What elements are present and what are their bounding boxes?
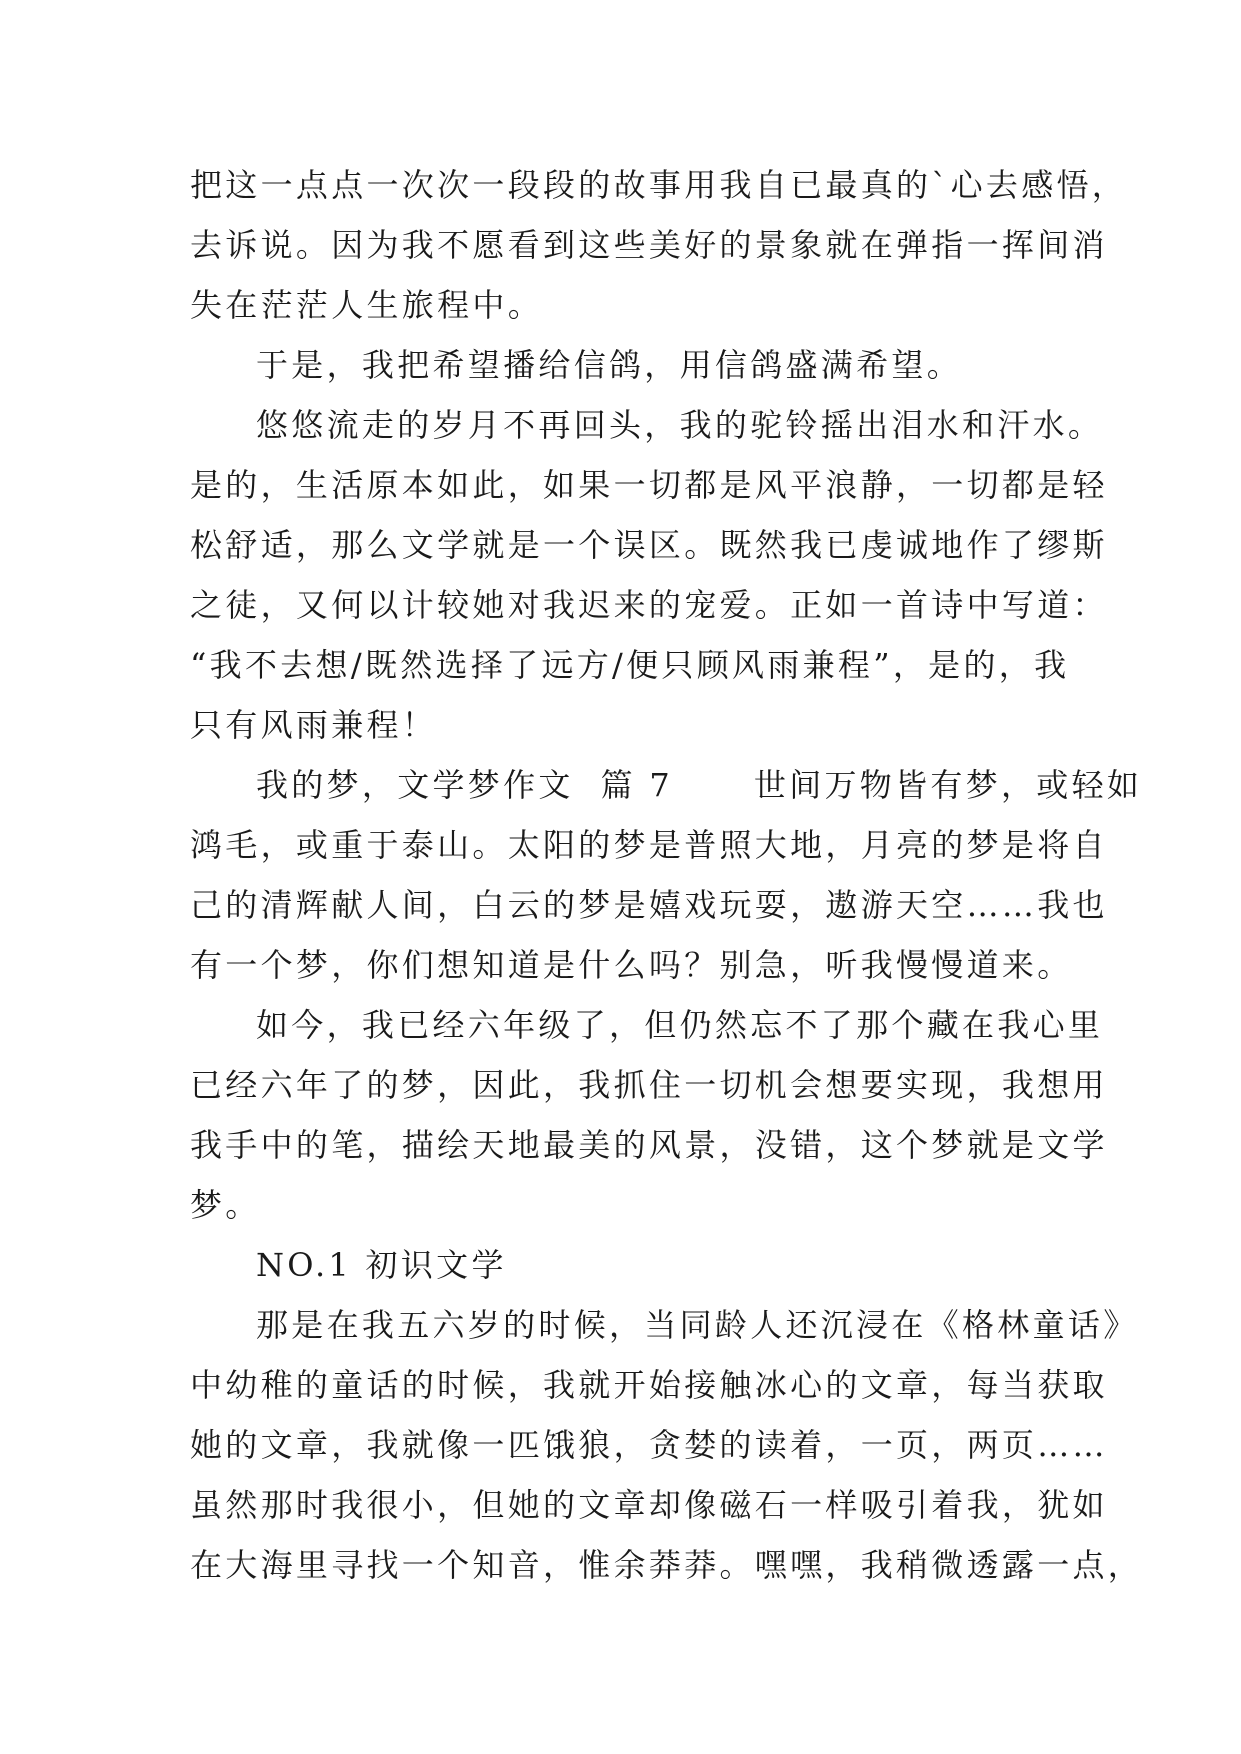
text-line: 已经六年了的梦，因此，我抓住一切机会想要实现，我想用 (190, 1066, 1108, 1104)
text-line: 她的文章，我就像一匹饿狼，贪婪的读着，一页，两页…… (190, 1426, 1108, 1464)
text-line: 是的，生活原本如此，如果一切都是风平浪静，一切都是轻 (190, 466, 1108, 504)
text-line: 松舒适，那么文学就是一个误区。既然我已虔诚地作了缪斯 (190, 526, 1108, 564)
document-body (190, 155, 1144, 1595)
text-line: 把这一点点一次次一段段的故事用我自已最真的`心去感悟， (190, 166, 1128, 204)
text-line: 虽然那时我很小，但她的文章却像磁石一样吸引着我，犹如 (190, 1486, 1108, 1524)
text-line: “我不去想/既然选择了远方/便只顾风雨兼程”，是的，我 (190, 646, 1070, 684)
text-line: 我手中的笔，描绘天地最美的风景，没错，这个梦就是文学 (190, 1126, 1108, 1164)
text-line: 悠悠流走的岁月不再回头，我的驼铃摇出泪水和汗水。 (256, 406, 1104, 444)
text-line: 去诉说。因为我不愿看到这些美好的景象就在弹指一挥间消 (190, 226, 1108, 264)
text-line: 梦。 (190, 1186, 261, 1224)
subheading-line: NO.1 初识文学 (256, 1246, 507, 1284)
text-line: 中幼稚的童话的时候，我就开始接触冰心的文章，每当获取 (190, 1366, 1108, 1404)
text-line: 在大海里寻找一个知音，惟余莽莽。嘿嘿，我稍微透露一点， (190, 1546, 1144, 1584)
text-line: 只有风雨兼程！ (190, 706, 438, 744)
text-line: 之徒，又何以计较她对我迟来的宠爱。正如一首诗中写道： (190, 586, 1108, 624)
section-heading-line: 我的梦，文学梦作文 篇 7 世间万物皆有梦，或轻如 (256, 766, 1143, 804)
text-line: 于是，我把希望播给信鸽，用信鸽盛满希望。 (256, 346, 963, 384)
text-line: 失在茫茫人生旅程中。 (190, 286, 544, 324)
text-line: 如今，我已经六年级了，但仍然忘不了那个藏在我心里 (256, 1006, 1104, 1044)
text-line: 那是在我五六岁的时候，当同龄人还沉浸在《格林童话》 (256, 1306, 1139, 1344)
text-line: 己的清辉献人间，白云的梦是嬉戏玩耍，遨游天空……我也 (190, 886, 1108, 924)
text-line: 鸿毛，或重于泰山。太阳的梦是普照大地，月亮的梦是将自 (190, 826, 1108, 864)
text-line: 有一个梦，你们想知道是什么吗？别急，听我慢慢道来。 (190, 946, 1073, 984)
